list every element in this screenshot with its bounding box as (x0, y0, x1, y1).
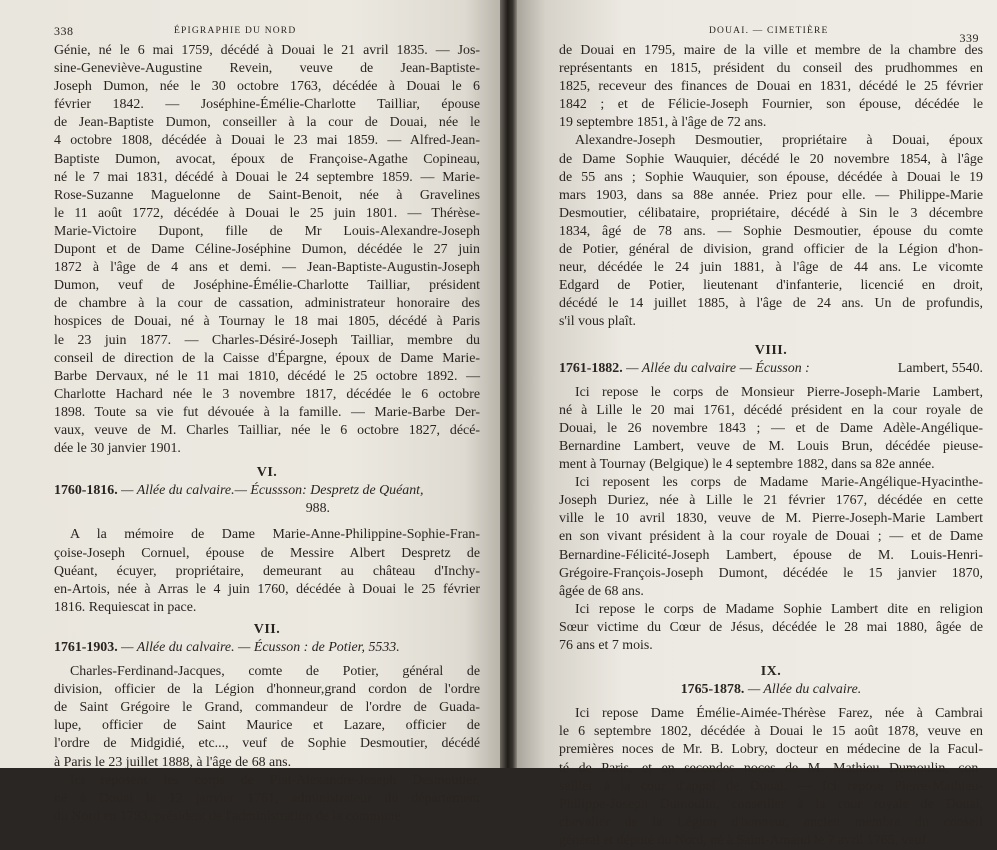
text-line: A la mémoire de Dame Marie-Anne-Philippine-Sophie-Fran- (70, 527, 480, 543)
text-line: le 23 juin 1877. — Charles-Désiré-Joseph Tailliar, membre du (54, 332, 480, 348)
right-running-head: DOUAI. — CIMETIÈRE (709, 26, 829, 36)
text-line: seiller à la cour d'appel de Douai. — Ici repose Pierre-Mathieu- (559, 778, 983, 794)
text-line: général et député du Nord, né à Saint-Amand le 7 avril 1765, veuf (559, 832, 927, 848)
text-line: çoise-Joseph Cornuel, épouse de Messire Albert Despretz de (54, 545, 480, 561)
right-page-number: 339 (959, 31, 979, 45)
text-line: Baptiste Dumon, avocat, époux de Françoise-Agathe Copineau, (54, 151, 480, 167)
text-line: neur, décédée le 24 juin 1881, à l'âge de 44 ans. Le vicomte (559, 260, 983, 276)
left-page-number: 338 (54, 24, 74, 38)
section-ix-dates: 1765-1878. (680, 682, 745, 698)
section-vi-dates: 1760-1816. (54, 483, 118, 499)
left-page-text (54, 42, 480, 826)
text-line: Charlotte Hachard née le 3 novembre 1817, décédée le 6 octobre (54, 386, 480, 402)
text-line: Ici repose le corps de Madame Sophie Lambert dite en religion (575, 601, 983, 617)
section-vii-heading (54, 639, 480, 657)
section-vii-body (54, 663, 480, 772)
text-line: février 1842. — Joséphine-Émélie-Charlotte Tailliar, épouse (54, 97, 480, 113)
text-line: Grégoire-François-Joseph Dumont, décédée le 15 janvier 1870, (559, 565, 983, 581)
section-vii-heading-text: — Allée du calvaire. — Écusson : de Potier, 5533. (121, 640, 400, 655)
text-line: ville le 10 avril 1830, veuve de M. Pierre-Joseph-Marie Lambert (559, 511, 983, 527)
text-line: en-Artois, née à Arras le 4 juin 1760, décédée à Douai le 25 février (54, 581, 480, 597)
text-line: 19 septembre 1851, à l'âge de 72 ans. (559, 115, 767, 131)
text-line: dée le 30 janvier 1901. (54, 441, 181, 457)
text-line: le 6 septembre 1802, décédée à Douai le 15 août 1878, veuve en (559, 724, 983, 740)
text-line: Rose-Suzanne Maguelonne de Saint-Benoit, née à Gravelines (54, 187, 480, 203)
section-viii-heading-tail: Lambert, 5540. (897, 360, 983, 376)
section-vii-dates: 1761-1903. (54, 640, 118, 655)
text-line: lupe, officier de Saint Maurice et Lazare, officier de (54, 718, 480, 734)
section-vi-body (54, 526, 480, 616)
text-line: Bernardine Lambert, veuve de M. Louis Brun, décédée pieuse- (559, 438, 983, 454)
text-line: né à Douai le 12 janvier 1761, administrateur du département (54, 790, 480, 806)
text-line: Sœur victime du Cœur de Jésus, décédée le 28 mai 1880, âgée de (559, 619, 983, 635)
text-line: Ici repose Dame Émélie-Aimée-Thérèse Farez, née à Cambrai (575, 706, 983, 722)
section-vii-body-2 (54, 772, 480, 826)
right-page-text (559, 42, 983, 850)
section-viii-heading-text: — Allée du calvaire — Écusson : (626, 360, 810, 376)
section-vi-heading (54, 482, 480, 500)
text-line: Dumon, veuf de Joséphine-Émélie-Charlotte Tailliar, président (54, 278, 480, 294)
text-line: 4 octobre 1808, décédée à Douai le 23 mai 1859. — Alfred-Jean- (54, 133, 480, 149)
text-line: 1825, receveur des finances de Douai en 1831, décédé le 25 février (559, 79, 983, 95)
text-line: représentants en 1815, président du conseil des prudhommes en (559, 61, 983, 77)
text-line: conseil de direction de la Caisse d'Épargne, époux de Dame Marie- (54, 350, 480, 366)
section-vi-heading-tail: 988. (305, 501, 330, 517)
section-ix-numeral: IX. (760, 664, 782, 680)
section-viii-paragraph-3 (559, 601, 983, 655)
text-line: décédé le 14 juillet 1885, à l'âge de 24 ans. Un de profundis, (559, 296, 983, 312)
left-page (0, 0, 500, 824)
text-line: 1898. Toute sa vie fut dévouée à la famille. — Marie-Barbe Der- (54, 404, 480, 420)
continuation-paragraph (559, 42, 983, 132)
text-line: Alexandre-Joseph Desmoutier, propriétaire à Douai, époux (575, 133, 983, 149)
text-line: sine-Geneviève-Augustine Revein, veuve de Jean-Baptiste- (54, 61, 480, 77)
left-page-header (54, 22, 480, 42)
section-viii-paragraph-1 (559, 384, 983, 474)
section-viii-numeral: VIII. (754, 342, 788, 358)
section-vii-numeral: VII. (253, 621, 281, 637)
text-line: de Douai en 1795, maire de la ville et membre de la chambre des (559, 43, 983, 58)
text-line: âgée de 68 ans. (559, 583, 644, 599)
text-line: vaux, veuve de M. Charles Tailliar, née le 6 octobre 1827, décé- (54, 422, 480, 438)
text-line: Ici reposent les corps de Madame Marie-Angélique-Hyacinthe- (575, 475, 983, 491)
text-line: de Jean-Baptiste Dumon, conseiller à la cour de Douai, née le (54, 115, 480, 131)
right-page (517, 0, 997, 848)
text-line: du Nord en 1793, président de l'administration de la commune (54, 808, 401, 824)
right-page-header (559, 22, 983, 45)
text-line: Génie, né le 6 mai 1759, décédé à Douai le 21 avril 1835. — Jos- (54, 43, 480, 58)
text-line: né le 7 mai 1831, décédé à Douai le 24 septembre 1859. — Marie- (54, 169, 480, 185)
text-line: Philippe-Joseph Dumoulin, conseiller à la cour royale de Douai, (559, 796, 983, 812)
text-line: 76 ans et 7 mois. (559, 638, 653, 653)
section-ix-heading (559, 681, 983, 699)
text-line: à Paris le 23 juillet 1888, à l'âge de 68 ans. (54, 754, 292, 770)
text-line: 1842 ; et de Félicie-Joseph Fournier, son épouse, décédée le (559, 97, 983, 113)
text-line: 1816. Requiescat in pace. (54, 599, 197, 615)
text-line: premières noces de Mr. B. Lobry, docteur en médecine de la Facul- (559, 742, 983, 758)
text-line: hospices de Douai, né à Tournay le 18 mai 1805, décédé à Paris (54, 314, 480, 330)
text-line: né à Lille le 20 mai 1761, décédé président en la cour royale de (559, 402, 983, 418)
section-ix-heading-text: — Allée du calvaire. (747, 682, 862, 698)
section-ix-body (559, 705, 983, 850)
left-running-head: ÉPIGRAPHIE DU NORD (174, 26, 297, 36)
text-line: l'ordre de Midgidié, etc..., veuf de Sophie Desmoutier, décédé (54, 736, 480, 752)
book-gutter (500, 0, 517, 768)
section-vi-heading-text: — Allée du calvaire.— Écussson: Despretz de Quéant, (121, 483, 424, 499)
text-line: de Dame Sophie Wauquier, décédé le 20 novembre 1854, à l'âge (559, 151, 983, 167)
text-line: 1834, âgé de 78 ans. — Sophie Desmoutier, épouse du comte (559, 223, 983, 239)
text-line: s'il vous plaît. (559, 314, 636, 330)
text-line: de 55 ans ; Sophie Wauquier, son épouse, décédée à Douai le 19 (559, 169, 983, 185)
text-line: chevalier de la Légion d'honneur, ancien membre du conseil (559, 814, 983, 830)
text-line: de Potier, général de division, grand officier de la Légion d'hon- (559, 242, 983, 258)
text-line: Charles-Ferdinand-Jacques, comte de Potier, général de (70, 664, 480, 680)
text-line: Barbe Dervaux, né le 11 mai 1810, décédé le 25 octobre 1892. — (54, 368, 480, 384)
text-line: Douai, le 26 novembre 1843 ; — et de Dame Adèle-Angélique- (559, 420, 983, 436)
text-line: Quéant, écuyer, propriétaire, demeurant au château d'Inchy- (54, 563, 480, 579)
text-line: té de Paris, et en secondes noces de M. Mathieu Dumoulin, con- (559, 760, 983, 776)
text-line: Desmoutier, célibataire, propriétaire, décédé à Sin le 3 décembre (559, 205, 983, 221)
text-line: de Saint Grégoire le Grand, commandeur de l'ordre de Guada- (54, 700, 480, 716)
text-line: Dupont et de Dame Céline-Joséphine Dumon, décédée le 27 juin (54, 242, 480, 258)
text-line: en son vivant président à la cour royale de Douai ; — et de Dame (559, 529, 983, 545)
section-viii-paragraph-2 (559, 474, 983, 601)
text-line: Marie-Victoire Dupont, fille de Mr Louis-Alexandre-Joseph (54, 223, 480, 239)
text-line: Ici reposent les corps de Piat-Alexandre-Joseph Desmoutier, (70, 772, 480, 788)
text-line: Joseph Dumon, née le 30 octobre 1763, décédée à Douai le 6 (54, 79, 480, 95)
text-line: le 11 août 1772, décédée à Douai le 25 juin 1801. — Thérèse- (54, 205, 480, 221)
intro-paragraph (54, 42, 480, 458)
text-line: division, officier de la Légion d'honneur,grand cordon de l'ordre (54, 682, 480, 698)
text-line: ment à Tournay (Belgique) le 4 septembre 1882, dans sa 82e année. (559, 457, 935, 473)
text-line: mars 1903, dans sa 88e année. Priez pour elle. — Philippe-Marie (559, 187, 983, 203)
text-line: Edgard de Potier, lieutenant d'infanterie, licencié en droit, (559, 278, 983, 294)
text-line: Joseph Duriez, née à Lille le 21 février 1767, décédée en cette (559, 493, 983, 509)
text-line: 1872 à l'âge de 4 ans et demi. — Jean-Baptiste-Augustin-Joseph (54, 260, 480, 276)
section-viii-heading (559, 360, 983, 378)
text-line: Bernardine-Félicité-Joseph Lambert, épouse de M. Louis-Henri- (559, 547, 983, 563)
continuation-paragraph-2 (559, 132, 983, 331)
section-vi-numeral: VI. (256, 465, 278, 481)
text-line: de chambre à la cour de cassation, administrateur honoraire des (54, 296, 480, 312)
section-viii-dates: 1761-1882. (559, 360, 623, 376)
text-line: Ici repose le corps de Monsieur Pierre-Joseph-Marie Lambert, (575, 384, 983, 400)
